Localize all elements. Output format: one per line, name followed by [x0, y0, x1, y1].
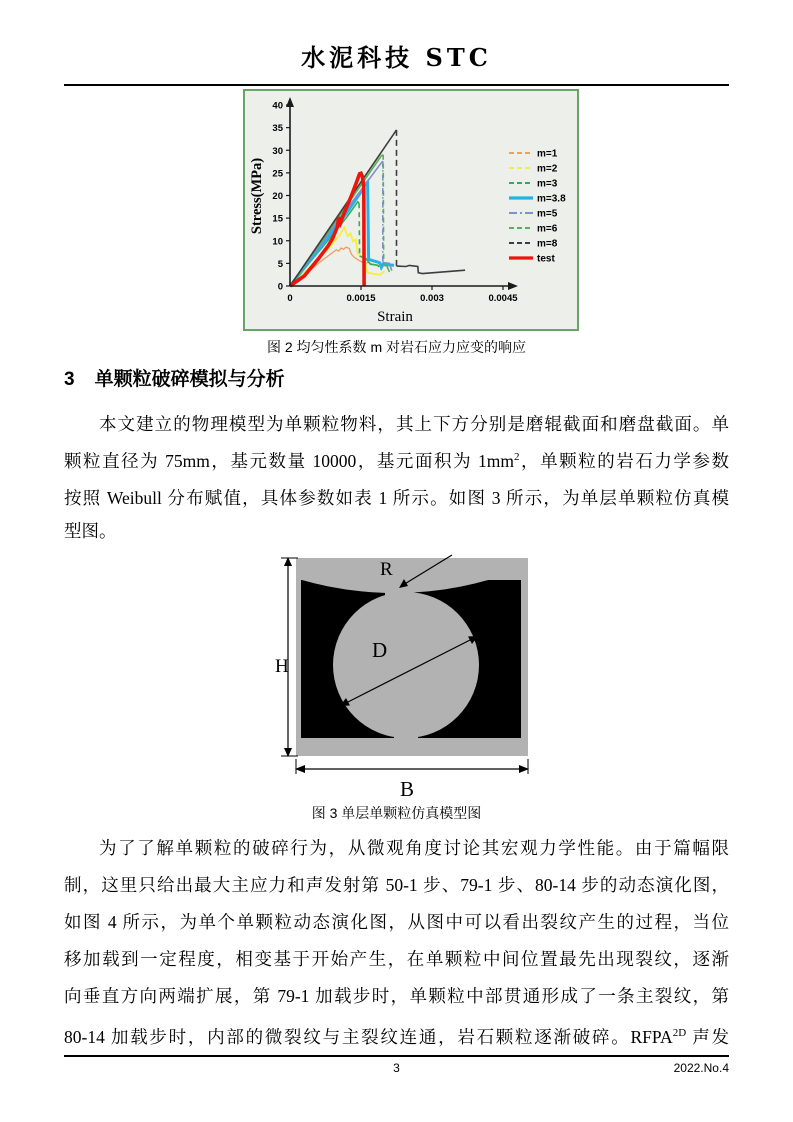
y-tick-label: 20 — [272, 191, 283, 202]
legend-label: m=1 — [537, 148, 558, 160]
y-tick-label: 0 — [277, 281, 283, 293]
figure3-model-diagram — [268, 553, 530, 800]
text-line: 为了了解单颗粒的破碎行为，从微观角度讨论其宏观力学性能。由于篇幅限 — [99, 838, 729, 858]
footer-rule — [64, 1055, 729, 1057]
y-tick-label: 5 — [277, 258, 283, 270]
figure2-panel — [243, 89, 579, 331]
y-tick-label: 30 — [272, 145, 283, 157]
x-axis-label: Strain — [377, 309, 413, 325]
header-rule — [64, 84, 729, 86]
y-tick-label: 40 — [272, 100, 283, 112]
legend-label: m=3.8 — [537, 193, 566, 205]
particle-circle — [333, 592, 479, 738]
section-number: 3 — [64, 369, 75, 390]
chart-legend — [509, 149, 566, 265]
legend-label: m=2 — [537, 163, 558, 175]
text-line: 80-14 加载步时，内部的微裂纹与主裂纹连通，岩石颗粒逐渐破碎。$RFPA^{2D}$ 声发 — [64, 1026, 729, 1047]
x-tick-label: 0.0015 — [346, 293, 376, 304]
section-title: 单颗粒破碎模拟与分析 — [94, 369, 285, 390]
x-tick-label: 0 — [287, 293, 293, 304]
text-line: 制，这里只给出最大主应力和声发射第 50-1 步、79-1 步、80-14 步的动态演化图， — [64, 875, 729, 895]
text-line: 型图。 — [64, 521, 117, 541]
legend-label: m=5 — [537, 208, 558, 220]
legend-label: m=3 — [537, 178, 558, 190]
series-line-m=3 — [359, 203, 360, 256]
journal-header-title: 水泥科技 STC — [301, 43, 492, 72]
x-tick-label: 0.0045 — [488, 293, 518, 304]
r-label: R — [380, 559, 393, 580]
legend-label: m=6 — [537, 223, 558, 235]
text-line: 移加载到一定程度，相变基于开始产生，在单颗粒中间位置最先出现裂纹，逐渐 — [64, 949, 729, 969]
text-line: 本文建立的物理模型为单颗粒物料，其上下方分别是磨辊截面和磨盘截面。单 — [99, 413, 729, 434]
x-axis-arrow-icon — [508, 282, 518, 290]
text-line: 颗粒直径为 75mm，基元数量 10000，基元面积为 $1mm^2$，单颗粒的岩石力学参数 — [64, 450, 729, 471]
issue-number: 2022.No.4 — [673, 1061, 729, 1075]
text-line: 如图 4 所示，为单个单颗粒动态演化图，从图中可以看出裂纹产生的过程，当位 — [64, 912, 729, 932]
legend-label: test — [537, 253, 555, 265]
legend-label: m=8 — [537, 238, 558, 250]
figure2-stress-strain-chart — [245, 91, 577, 329]
x-tick-label: 0.003 — [420, 293, 444, 304]
y-tick-label: 25 — [272, 168, 283, 180]
y-tick-label: 35 — [272, 123, 283, 135]
bottom-contact-neck — [394, 729, 418, 741]
d-label: D — [372, 638, 388, 662]
section-heading — [64, 364, 285, 391]
text-line: 按照 Weibull 分布赋值，具体参数如表 1 所示。如图 3 所示，为单层单颗粒仿真模 — [64, 487, 729, 508]
figure3-svg — [268, 553, 530, 800]
chart-series-group — [290, 130, 465, 286]
paragraph-2 — [64, 830, 729, 1052]
figure2-caption: 图 2 均匀性系数 m 对岩石应力应变的响应 — [266, 339, 526, 355]
page-number: 3 — [393, 1061, 400, 1075]
h-label: H — [275, 656, 289, 677]
y-tick-label: 10 — [272, 236, 283, 248]
series-line-m=8 — [397, 265, 466, 273]
b-label: B — [400, 777, 415, 800]
figure3-caption: 图 3 单层单颗粒仿真模型图 — [311, 805, 482, 821]
paragraph-1 — [64, 402, 729, 550]
text-line: 向垂直方向两端扩展，第 79-1 加载步时，单颗粒中部贯通形成了一条主裂纹，第 — [64, 986, 729, 1006]
y-axis-label: Stress(MPa) — [249, 157, 265, 235]
y-tick-label: 15 — [272, 213, 283, 225]
